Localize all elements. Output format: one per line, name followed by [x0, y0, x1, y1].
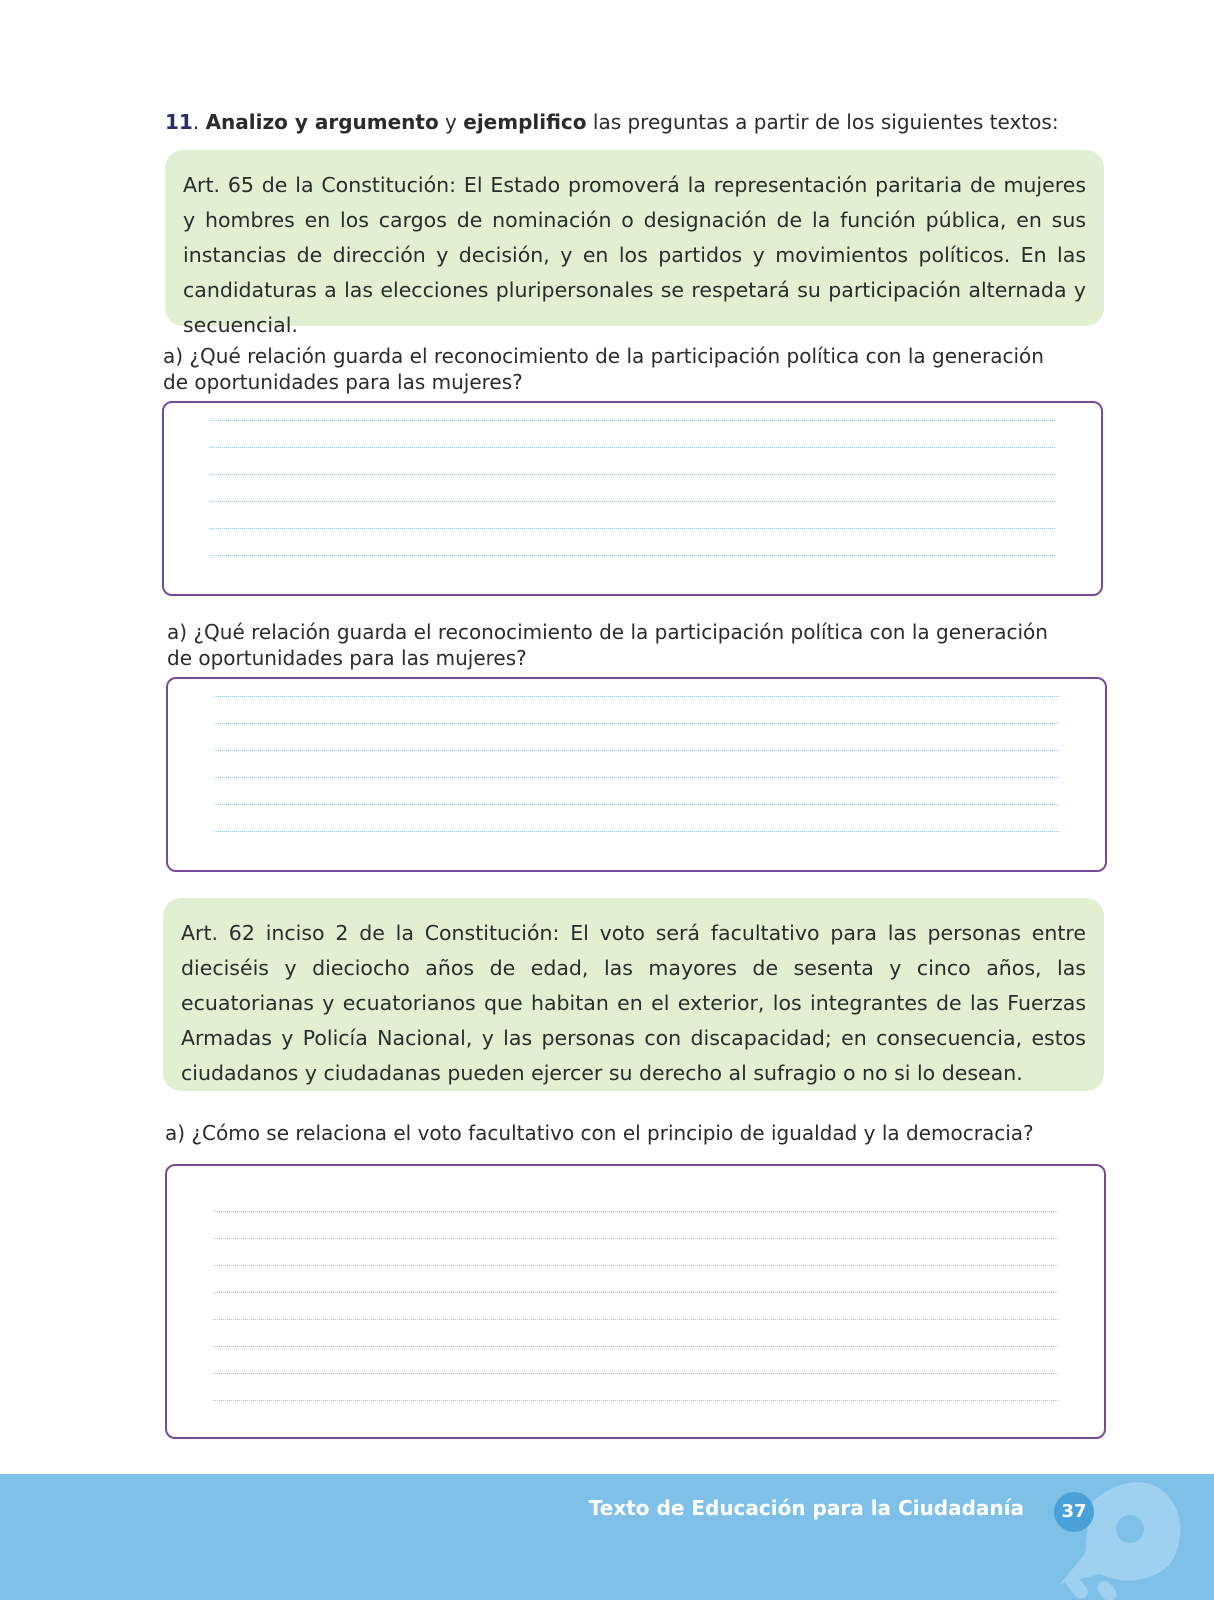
answer-box-2[interactable]	[166, 677, 1107, 872]
writing-line	[210, 501, 1055, 502]
writing-line	[213, 1400, 1058, 1401]
constitution-article-65-quote: Art. 65 de la Constitución: El Estado promoverá la representación paritaria de mujeres y hombres en los cargos de nominación o designación de la función pública, en sus instancias de dirección y decisión, y en los partidos y movimientos políticos. En las candidaturas a las elecciones pluripersonales se respetará su participación alternada y secuencial.	[165, 150, 1104, 326]
writing-line	[213, 1346, 1058, 1347]
page-footer	[0, 1474, 1214, 1600]
instruction-verb-2: ejemplifico	[463, 110, 587, 134]
writing-line	[213, 1319, 1058, 1320]
page-number: 37	[1054, 1492, 1094, 1532]
writing-line	[214, 750, 1059, 751]
question-3: a) ¿Cómo se relaciona el voto facultativo con el principio de igualdad y la democracia?	[165, 1121, 1034, 1145]
answer-box-3[interactable]	[165, 1164, 1106, 1439]
constitution-article-62-quote: Art. 62 inciso 2 de la Constitución: El voto será facultativo para las personas entre dieciséis y dieciocho años de edad, las mayores de sesenta y cinco años, las ecuatorianas y ecuatorianos que habitan en el exterior, los integrantes de las Fuerzas Armadas y Policía Nacional, y las personas con discapacidad; en consecuencia, estos ciudadanos y ciudadanas pueden ejercer su derecho al sufragio o no si lo desean.	[163, 898, 1104, 1091]
rocket-icon	[1030, 1474, 1200, 1600]
instruction-verb-1: Analizo y argumento	[205, 110, 439, 134]
writing-line	[210, 447, 1055, 448]
writing-line	[214, 696, 1059, 697]
instruction-separator: .	[192, 110, 206, 134]
writing-line	[210, 420, 1055, 421]
book-title: Texto de Educación para la Ciudadanía	[588, 1496, 1024, 1520]
question-1: a) ¿Qué relación guarda el reconocimiento de la participación política con la generación de oportunidades para las mujeres?	[163, 344, 1044, 394]
activity-number: 11	[165, 110, 193, 134]
answer-box-1[interactable]	[162, 401, 1103, 596]
activity-instruction	[165, 108, 1125, 136]
question-2: a) ¿Qué relación guarda el reconocimiento de la participación política con la generación de oportunidades para las mujeres?	[167, 620, 1048, 670]
instruction-connector: y	[438, 110, 464, 134]
writing-line	[214, 777, 1059, 778]
writing-line	[213, 1238, 1058, 1239]
writing-line	[213, 1211, 1058, 1212]
writing-line	[214, 831, 1059, 832]
writing-line	[213, 1373, 1058, 1374]
writing-line	[210, 474, 1055, 475]
instruction-rest: las preguntas a partir de los siguientes textos:	[586, 110, 1059, 134]
writing-line	[210, 528, 1055, 529]
writing-line	[214, 723, 1059, 724]
writing-line	[213, 1292, 1058, 1293]
writing-line	[214, 804, 1059, 805]
writing-line	[213, 1265, 1058, 1266]
writing-line	[210, 555, 1055, 556]
